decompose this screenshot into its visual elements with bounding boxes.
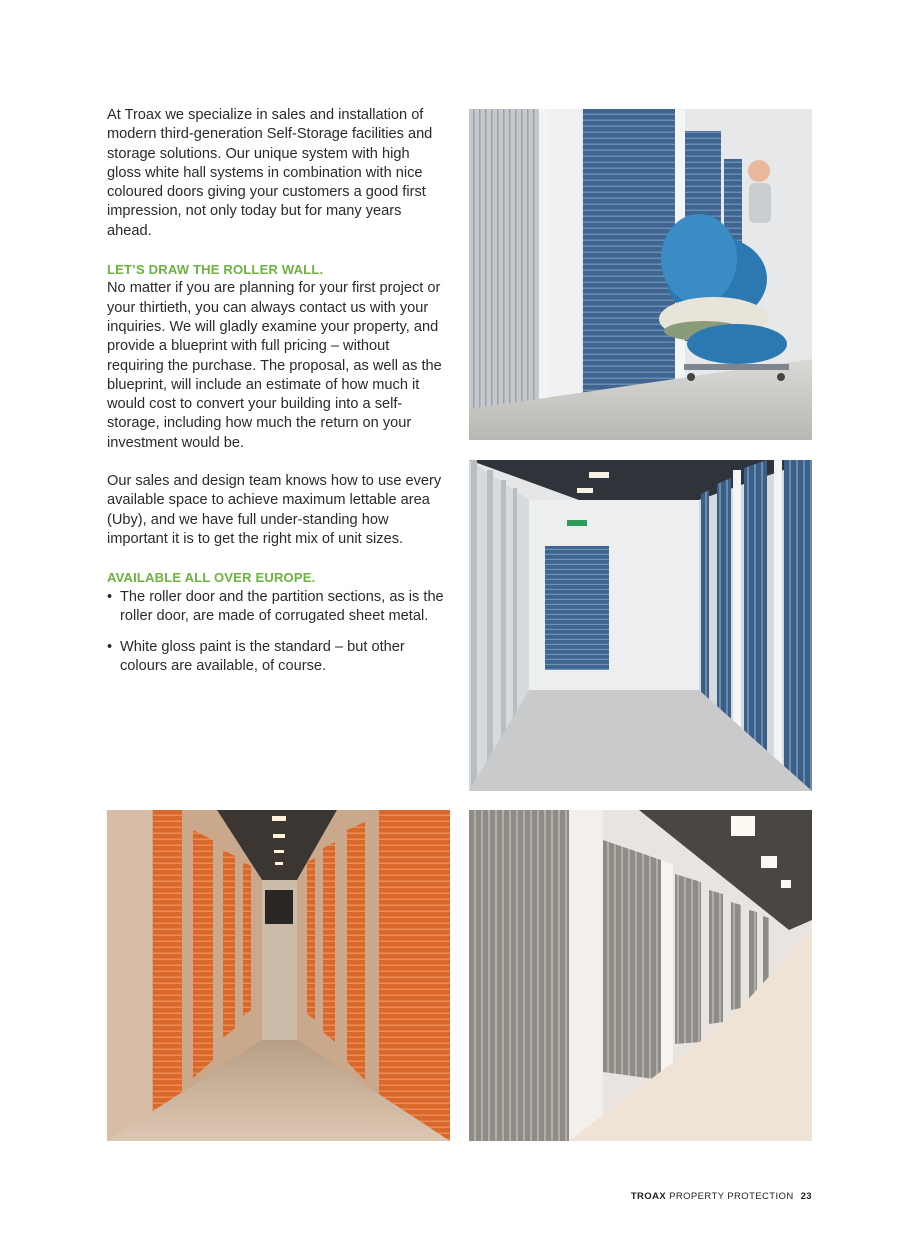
footer-brand: TROAX [630,1191,667,1202]
main-text-column [107,106,447,689]
feature-list [107,588,447,677]
section-heading-roller-wall: LET’S DRAW THE ROLLER WALL. [107,262,324,278]
photo-grey-door-corridor [469,810,812,1141]
feature-list-item [107,638,447,677]
page-footer [631,1191,812,1202]
feature-text: The roller door and the partition sections, as is the roller door, are made of corrugated sheet metal. [120,588,444,624]
photo-orange-door-corridor [107,810,450,1141]
feature-text: White gloss paint is the standard – but other colours are available, of course. [120,639,405,675]
intro-paragraph: At Troax we specialize in sales and installation of modern third-generation Self-Storage facilities and storage solutions. Our unique system with high gloss white hall systems in combination with nice coloured doors giving your customers a good first impression, not only today but for many years ahead. [107,107,433,239]
roller-wall-paragraph: No matter if you are planning for your first project or your thirtieth, you can always contact us with your inquiries. We will gladly examine your property, and provide a blueprint with full pricing – without requiring the purchase. The proposal, as well as the blueprint, will include an estimate of how much it would cost to convert your building into a self-storage, including how much the return on your investment would be. [107,280,442,451]
photo-blue-doors-with-trolley [469,109,812,440]
page-number: 23 [800,1191,812,1202]
bullet-icon: • [107,639,113,656]
footer-label: PROPERTY PROTECTION [669,1191,794,1202]
sales-team-paragraph: Our sales and design team knows how to use every available space to achieve maximum lettable area (Uby), and we have full under-standing how important it is to get the right mix of unit sizes. [107,473,442,547]
section-heading-europe: AVAILABLE ALL OVER EUROPE. [107,570,316,586]
bullet-icon: • [107,588,113,605]
photo-blue-door-corridor [469,460,812,791]
feature-list-item [107,588,447,627]
